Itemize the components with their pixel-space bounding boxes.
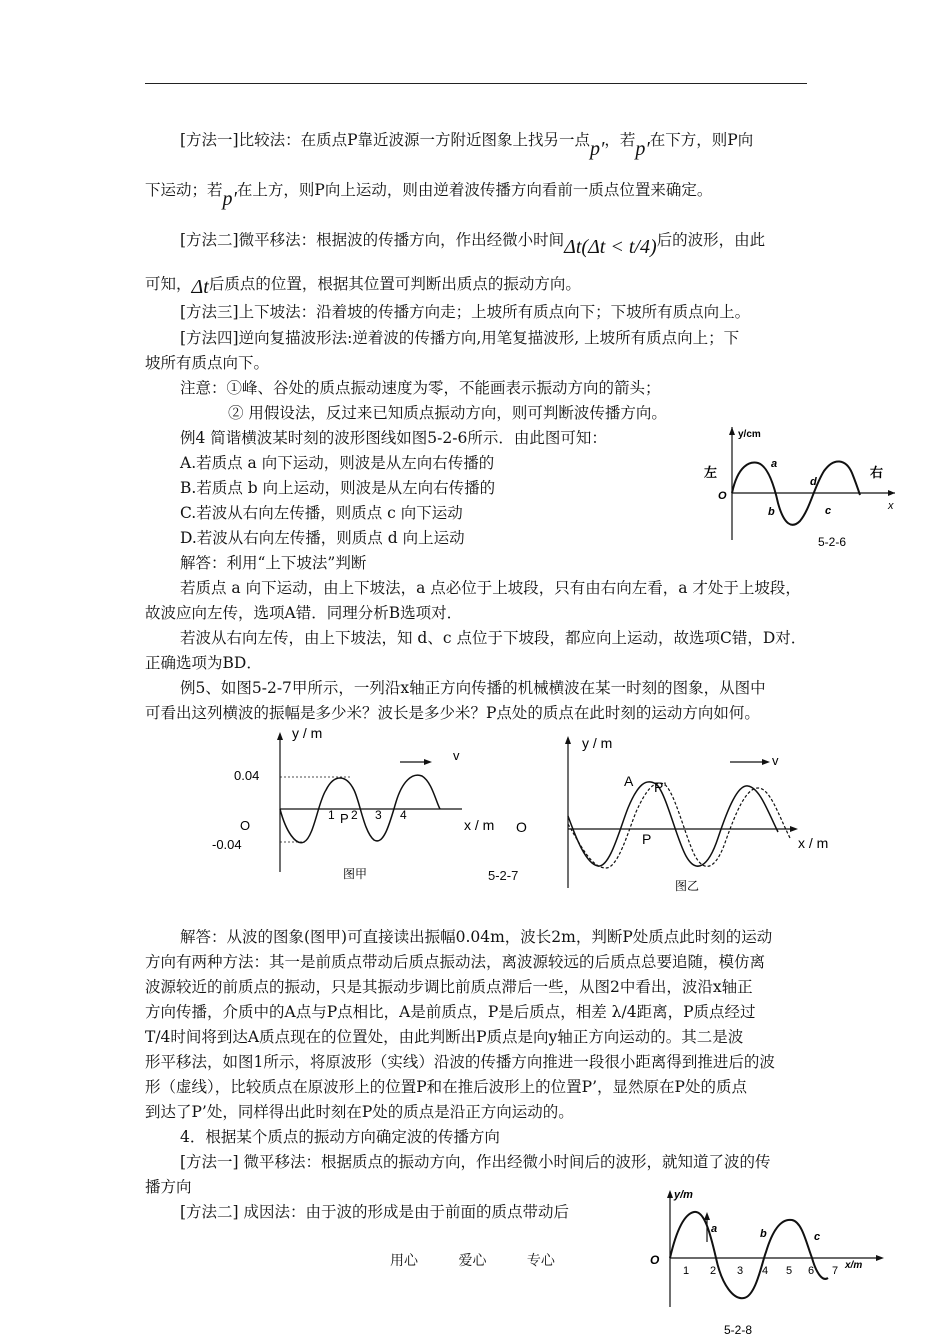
- answer5-line6: 形平移法，如图1所示，将原波形（实线）沿波的传播方向推进一段很小距离得到推进后的波: [145, 1053, 775, 1071]
- method4-line2: 坡所有质点向下。: [145, 354, 270, 372]
- section4-method2: [方法二] 成因法：由于波的形成是由于前面的质点带动后: [180, 1203, 570, 1221]
- note1: 注意：①峰、谷处的质点振动速度为零，不能画表示振动方向的箭头；: [180, 379, 661, 397]
- tick-label: 3: [375, 808, 382, 822]
- figure-caption: 图乙: [675, 879, 700, 893]
- right-label: 右: [870, 465, 884, 480]
- y-label: y / m: [582, 735, 613, 751]
- header-rule: [145, 83, 807, 84]
- point-a-label: a: [771, 458, 778, 470]
- velocity-arrowhead: [424, 759, 432, 765]
- method1-text: [方法一]比较法：在质点P靠近波源一方附近图象上找另一点: [180, 131, 591, 149]
- y-axis-arrow: [729, 427, 735, 435]
- footer-text: 用心: [390, 1253, 418, 1269]
- velocity-arrowhead: [762, 759, 770, 765]
- figure-5-2-6: [700, 425, 905, 555]
- y-label: y/cm: [738, 429, 761, 440]
- answer5-line3: 波源较近的前质点的振动，只是其振动步调比前质点滞后一些，从图2中看出，波沿x轴正: [145, 978, 753, 996]
- footer-text: 专心: [526, 1253, 555, 1269]
- method1-text-d: 下运动；若: [145, 181, 223, 199]
- p-prime-symbol-3: p′: [222, 188, 237, 210]
- figure-caption: 图甲: [343, 867, 368, 881]
- p-prime-symbol-2: p′: [635, 138, 650, 160]
- answer5-line4: 方向传播，介质中的A点与P点相比，A是前质点，P是后质点，相差 λ/4距离，P质点经过: [145, 1003, 756, 1021]
- option-d: D.若波从右向左传播，则质点 d 向上运动: [180, 529, 465, 547]
- point-p-label: P: [340, 811, 349, 826]
- figure-5-2-7-b: [510, 728, 850, 898]
- figure-5-2-7-caption: 5-2-7: [488, 868, 519, 883]
- method1-text-b: ，若: [604, 131, 636, 149]
- note2: ② 用假设法，反过来已知质点振动方向，则可判断波传播方向。: [228, 404, 667, 422]
- wave-curve: [670, 1212, 828, 1298]
- section4-method1-line1: [方法一] 微平移法：根据质点的振动方向，作出经微小时间后的波形，就知道了波的传: [180, 1153, 771, 1171]
- answer4-line2: 故波应向左传，选项A错．同理分析B选项对．: [145, 604, 463, 622]
- point-b-label: b: [760, 1228, 767, 1240]
- method2-text: [方法二]微平移法：根据波的传播方向，作出经微小时间: [180, 231, 565, 249]
- velocity-label: v: [453, 748, 460, 763]
- x-label: x / m: [464, 817, 495, 833]
- x-axis-arrow: [790, 826, 798, 832]
- x-axis-arrow: [876, 1255, 884, 1261]
- point-c-label: c: [814, 1231, 821, 1243]
- method2-text-c: 可知，: [145, 275, 192, 293]
- y-axis-arrow: [667, 1190, 673, 1198]
- method1-line1: [180, 128, 754, 160]
- example4-question: 例4 简谐横波某时刻的波形图线如图5-2-6所示．由此图可知：: [180, 429, 607, 447]
- method2-line1: [180, 228, 766, 258]
- method2-text-d: 后质点的位置，根据其位置可判断出质点的振动方向。: [208, 275, 581, 293]
- point-a-label: A: [624, 773, 634, 789]
- x-label: x / m: [798, 835, 829, 851]
- answer5-line1: 解答：从波的图象(图甲)可直接读出振幅0.04m，波长2m，判断P处质点此时刻的运动: [180, 928, 773, 946]
- y-label: y / m: [292, 725, 323, 741]
- tick-label: 1: [683, 1265, 690, 1277]
- tick-label: 6: [808, 1265, 815, 1277]
- point-c-label: c: [825, 505, 832, 517]
- point-a-label: a: [711, 1223, 718, 1235]
- answer5-line7: 形（虚线），比较质点在原波形上的位置P和在推后波形上的位置P’，显然原在P处的质点: [145, 1078, 747, 1096]
- origin-label: O: [650, 1253, 660, 1267]
- origin-label: O: [516, 819, 527, 835]
- answer4-intro: 解答：利用“上下坡法”判断: [180, 554, 367, 572]
- option-c: C.若波从右向左传播，则质点 c 向下运动: [180, 504, 463, 522]
- figure-5-2-7-a: [200, 722, 540, 892]
- figure-caption: 5-2-6: [818, 535, 847, 549]
- answer4-line4: 正确选项为BD．: [145, 654, 262, 672]
- y-axis-arrow: [277, 732, 283, 740]
- method2-text-b: 后的波形，由此: [656, 231, 766, 249]
- example5-line2: 可看出这列横波的振幅是多少米？波长是多少米？P点处的质点在此时刻的运动方向如何。: [145, 704, 760, 722]
- y-label: y/m: [674, 1189, 693, 1201]
- figure-5-2-8: [640, 1182, 890, 1340]
- left-label: 左: [704, 465, 718, 480]
- method4-line1: [方法四]逆向复描波形法:逆着波的传播方向,用笔复描波形, 上坡所有质点向上；下: [180, 329, 740, 347]
- tick-label: 2: [351, 808, 358, 822]
- y-axis-arrow: [565, 736, 571, 744]
- tick-label: 7: [832, 1265, 839, 1277]
- method2-line2: [145, 272, 581, 298]
- x-label: x/m: [845, 1260, 863, 1271]
- answer4-line3: 若波从右向左传，由上下坡法，知 d、c 点位于下坡段，都应向上运动，故选项C错，D对．: [180, 629, 807, 647]
- dt-symbol: Δt: [191, 276, 209, 298]
- figure-caption: 5-2-8: [724, 1323, 753, 1337]
- dt-expression: Δt(Δt < t/4): [564, 236, 657, 258]
- tick-label: 1: [328, 808, 335, 822]
- y-max-label: 0.04: [234, 768, 260, 783]
- origin-label: O: [718, 490, 727, 502]
- option-b: B.若质点 b 向上运动，则波是从左向右传播的: [180, 479, 496, 497]
- x-label: x: [888, 500, 894, 512]
- answer5-line5: T/4时间将到达A质点现在的位置处，由此判断出P质点是向y轴正方向运动的。其二是波: [145, 1028, 744, 1046]
- section4-method1-line2: 播方向: [145, 1178, 192, 1196]
- answer5-line2: 方向有两种方法：其一是前质点带动后质点振动法，离波源较远的后质点总要追随，模仿离: [145, 953, 766, 971]
- tick-label: 4: [762, 1265, 769, 1277]
- x-axis-arrow: [888, 490, 895, 496]
- origin-label: O: [240, 818, 251, 833]
- tick-label: 3: [737, 1265, 744, 1277]
- option-a: A.若质点 a 向下运动，则波是从左向右传播的: [180, 454, 495, 472]
- point-p-label: P: [642, 831, 652, 847]
- point-b-label: b: [768, 506, 775, 518]
- point-p-prime-label: P’: [654, 779, 667, 795]
- solid-wave: [568, 782, 778, 866]
- p-prime-symbol: p′: [590, 138, 605, 160]
- answer4-line1: 若质点 a 向下运动，由上下坡法，a 点必位于上坡段，只有由右向左看，a 才处于上坡段，: [180, 579, 801, 597]
- tick-label: 4: [400, 808, 407, 822]
- dashed-wave: [568, 783, 790, 868]
- example5-line1: 例5、如图5-2-7甲所示，一列沿x轴正方向传播的机械横波在某一时刻的图象，从图中: [180, 679, 766, 697]
- point-a-arrowhead: [704, 1212, 710, 1220]
- page-footer: [390, 1250, 591, 1270]
- tick-label: 2: [710, 1265, 717, 1277]
- tick-label: 5: [786, 1265, 793, 1277]
- footer-text: 爱心: [458, 1253, 487, 1269]
- y-min-label: -0.04: [212, 837, 242, 852]
- answer5-line8: 到达了P’处，同样得出此时刻在P处的质点是沿正方向运动的。: [145, 1103, 574, 1121]
- method3: [方法三]上下坡法：沿着坡的传播方向走；上坡所有质点向下；下坡所有质点向上。: [180, 303, 751, 321]
- velocity-label: v: [772, 753, 779, 768]
- point-d-label: d: [810, 476, 817, 488]
- section4-heading: 4．根据某个质点的振动方向确定波的传播方向: [180, 1128, 500, 1146]
- method1-text-e: 在上方，则P向上运动，则由逆着波传播方向看前一质点位置来确定。: [236, 181, 713, 199]
- method1-text-c: 在下方，则P向: [649, 131, 754, 149]
- method1-line2: [145, 178, 713, 210]
